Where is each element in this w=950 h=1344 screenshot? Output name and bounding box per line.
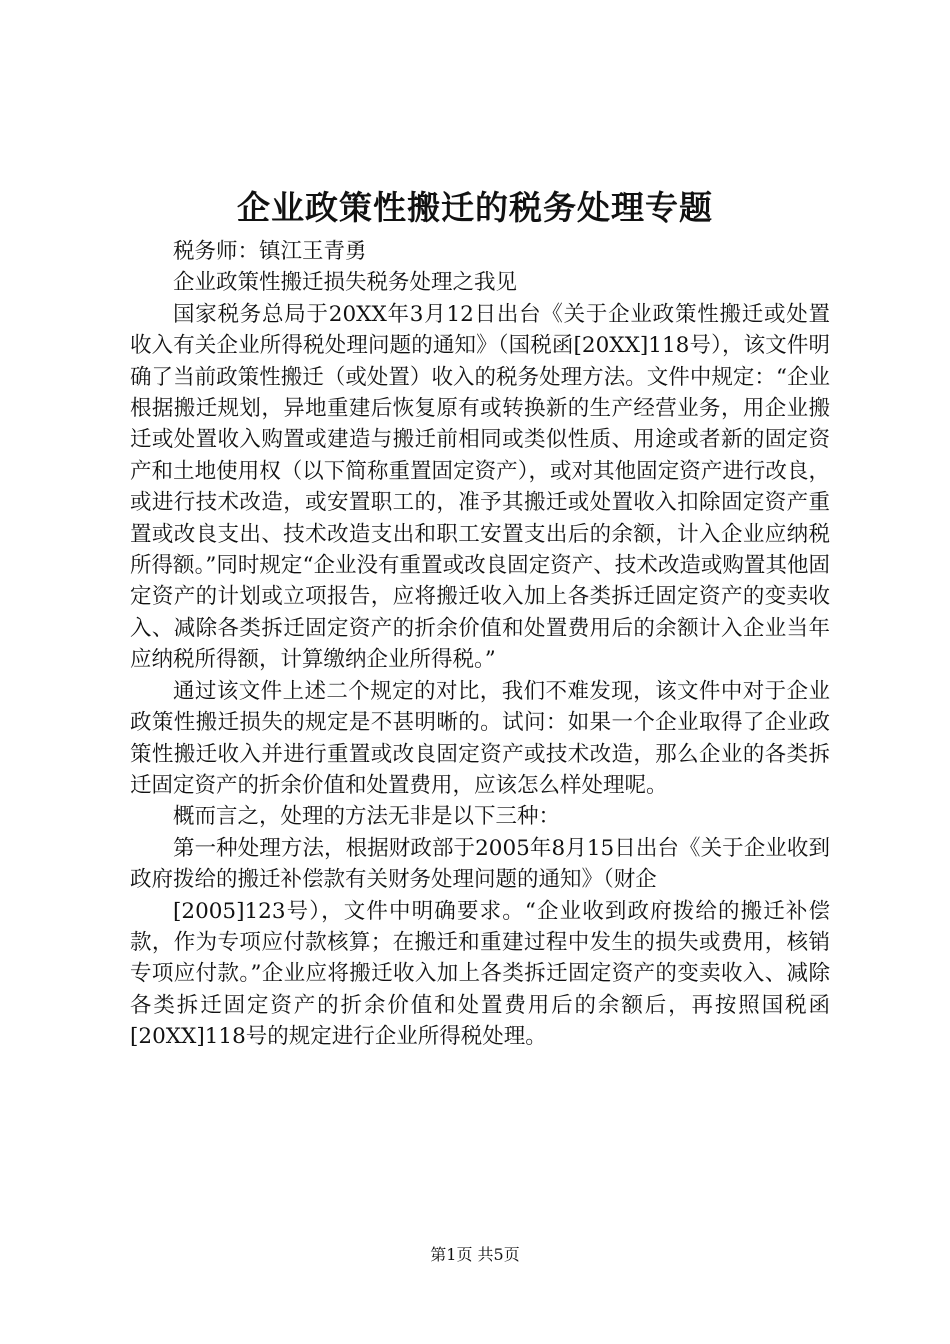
paragraph-5: [2005]123号），文件中明确要求。“企业收到政府拨给的搬迁补偿款，作为专项应付款核算；在搬迁和重建过程中发生的损失或费用，核销专项应付款。”企业应将搬迁收入加上各类拆迁固定资产的变卖收入、减除各类拆迁固定资产的折余价值和处置费用后的余额后，再按照国税函[20XX]118号的规定进行企业所得税处理。	[130, 898, 830, 1050]
page-footer: 第1页 共5页	[430, 1245, 520, 1264]
paragraph-3: 概而言之，处理的方法无非是以下三种：	[173, 804, 561, 830]
paragraph-4: 第一种处理方法，根据财政部于2005年8月15日出台《关于企业收到政府拨给的搬迁补偿款有关财务处理问题的通知》（财企	[130, 835, 830, 893]
document-title: 企业政策性搬迁的税务处理专题	[237, 188, 713, 227]
author-line: 税务师：镇江王青勇	[173, 239, 367, 264]
paragraph-1: 国家税务总局于20XX年3月12日出台《关于企业政策性搬迁或处置收入有关企业所得税处理问题的通知》（国税函[20XX]118号），该文件明确了当前政策性搬迁（或处置）收入的税务处理方法。文件中规定：“企业根据搬迁规划，异地重建后恢复原有或转换新的生产经营业务，用企业搬迁或处置收入购置或建造与搬迁前相同或类似性质、用途或者新的固定资产和土地使用权（以下简称重置固定资产），或对其他固定资产进行改良，或进行技术改造，或安置职工的，准予其搬迁或处置收入扣除固定资产重置或改良支出、技术改造支出和职工安置支出后的余额，计入企业应纳税所得额。”同时规定“企业没有重置或改良固定资产、技术改造或购置其他固定资产的计划或立项报告，应将搬迁收入加上各类拆迁固定资产的变卖收入、减除各类拆迁固定资产的折余价值和处置费用后的余额计入企业当年应纳税所得额，计算缴纳企业所得税。”	[130, 301, 830, 673]
subtitle-line: 企业政策性搬迁损失税务处理之我见	[173, 270, 518, 296]
paragraph-2: 通过该文件上述二个规定的对比，我们不难发现，该文件中对于企业政策性搬迁损失的规定是不甚明晰的。试问：如果一个企业取得了企业政策性搬迁收入并进行重置或改良固定资产或技术改造，那么企业的各类拆迁固定资产的折余价值和处置费用，应该怎么样处理呢。	[130, 678, 830, 798]
document-body	[130, 236, 830, 1053]
